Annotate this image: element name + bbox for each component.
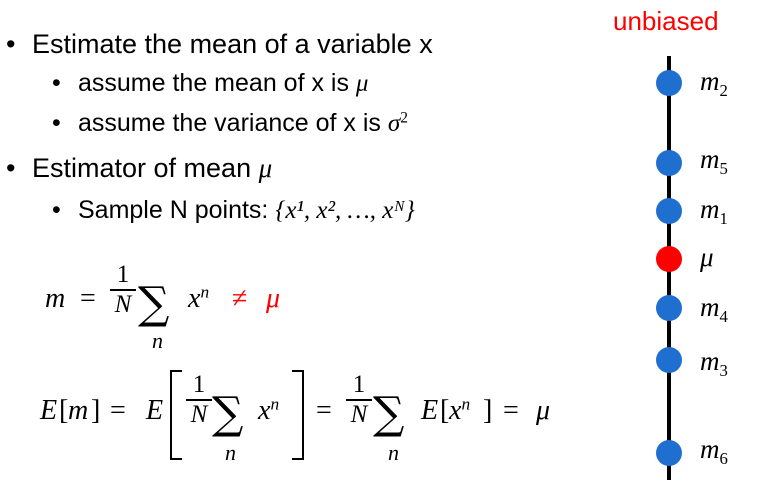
left-bracket — [170, 370, 182, 460]
bullet-dot-icon: • — [52, 109, 61, 137]
bullet-dot-icon: • — [52, 69, 61, 97]
bullet-estimator-of-mean: • Estimator of mean μ — [6, 153, 273, 183]
bullet-estimate-mean: • Estimate the mean of a variable x — [6, 29, 433, 59]
point-marker-5 — [656, 347, 682, 373]
point-marker-2 — [656, 198, 682, 224]
bullet-sample-points: • Sample N points: {x¹, x², …, xᴺ} — [52, 196, 415, 224]
point-marker-6 — [656, 440, 682, 466]
right-bracket — [292, 370, 304, 460]
point-label-3: μ — [700, 242, 714, 272]
point-label-5: $m_3$ — [700, 346, 728, 380]
summation-icon: ∑ — [373, 388, 405, 439]
bullet-assume-variance: • assume the variance of x is $\sigma^2$ — [52, 109, 408, 137]
summation-icon: ∑ — [138, 278, 170, 329]
point-marker-1 — [656, 150, 682, 176]
point-marker-0 — [656, 70, 682, 96]
point-label-0: $m_2$ — [700, 66, 728, 100]
point-label-2: $m_1$ — [700, 194, 728, 228]
unbiased-title: unbiased — [613, 6, 719, 36]
bullet-dot-icon: • — [6, 29, 16, 59]
summation-icon: ∑ — [212, 388, 244, 439]
point-marker-3 — [656, 246, 682, 272]
fraction-one-over-n: 1 N — [186, 372, 212, 428]
bullet-dot-icon: • — [6, 153, 16, 183]
fraction-one-over-n: 1 N — [346, 372, 372, 428]
bullet-dot-icon: • — [52, 196, 61, 224]
point-label-6: $m_6$ — [700, 434, 728, 468]
point-label-4: $m_4$ — [700, 292, 728, 326]
point-marker-4 — [656, 295, 682, 321]
bullet-assume-mean: • assume the mean of x is μ — [52, 69, 369, 97]
point-label-1: $m_5$ — [700, 144, 728, 178]
fraction-one-over-n: 1 N — [110, 262, 136, 318]
sample-set: {x¹, x², …, xᴺ} — [275, 197, 415, 224]
